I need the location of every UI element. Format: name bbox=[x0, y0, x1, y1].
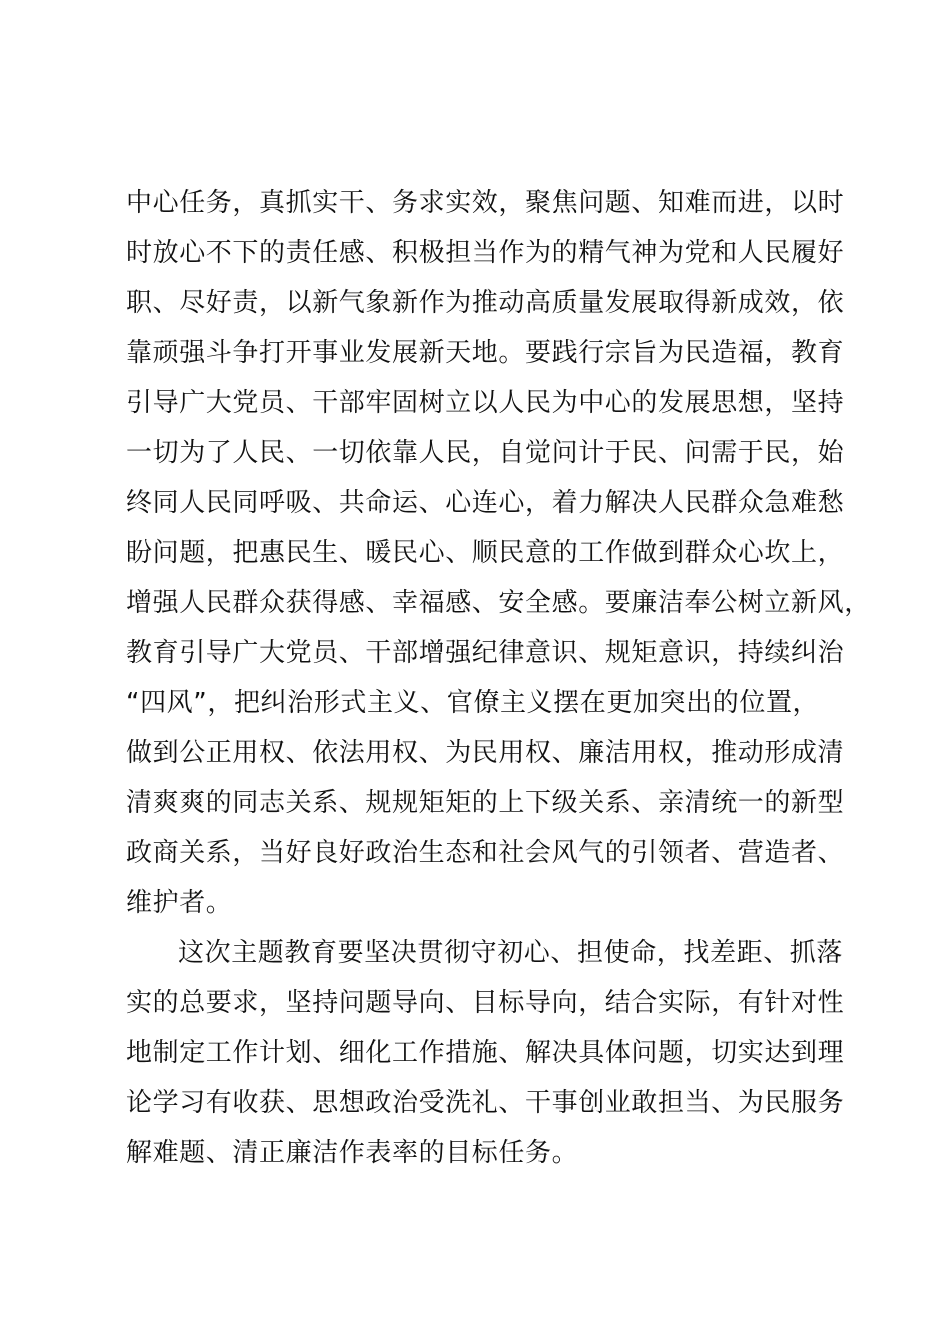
text-line: 维护者。 bbox=[126, 888, 233, 918]
text-line: “四风”，把纠治形式主义、官僚主义摆在更加突出的位置， bbox=[126, 688, 820, 718]
paragraph-2 bbox=[126, 928, 846, 1178]
text-line: 靠顽强斗争打开事业发展新天地。要践行宗旨为民造福，教育 bbox=[126, 338, 845, 368]
text-line: 教育引导广大党员、干部增强纪律意识、规矩意识，持续纠治 bbox=[126, 638, 845, 668]
text-line: 政商关系，当好良好政治生态和社会风气的引领者、营造者、 bbox=[126, 838, 845, 868]
text-line: 终同人民同呼吸、共命运、心连心，着力解决人民群众急难愁 bbox=[126, 488, 845, 518]
paragraph-1 bbox=[126, 178, 871, 928]
text-line: 中心任务，真抓实干、务求实效，聚焦问题、知难而进，以时 bbox=[126, 188, 845, 218]
text-line: 论学习有收获、思想政治受洗礼、干事创业敢担当、为民服务 bbox=[126, 1088, 845, 1118]
text-line: 做到公正用权、依法用权、为民用权、廉洁用权，推动形成清 bbox=[126, 738, 845, 768]
text-line: 盼问题，把惠民生、暖民心、顺民意的工作做到群众心坎上， bbox=[126, 538, 845, 568]
text-line: 这次主题教育要坚决贯彻守初心、担使命，找差距、抓落 bbox=[178, 938, 844, 968]
text-line: 一切为了人民、一切依靠人民，自觉问计于民、问需于民，始 bbox=[126, 438, 845, 468]
text-line: 清爽爽的同志关系、规规矩矩的上下级关系、亲清统一的新型 bbox=[126, 788, 845, 818]
text-line: 引导广大党员、干部牢固树立以人民为中心的发展思想，坚持 bbox=[126, 388, 845, 418]
text-line: 地制定工作计划、细化工作措施、解决具体问题，切实达到理 bbox=[126, 1038, 845, 1068]
document-body bbox=[126, 178, 871, 1178]
text-line: 解难题、清正廉洁作表率的目标任务。 bbox=[126, 1138, 579, 1168]
text-line: 实的总要求，坚持问题导向、目标导向，结合实际，有针对性 bbox=[126, 988, 845, 1018]
text-line: 增强人民群众获得感、幸福感、安全感。要廉洁奉公树立新风， bbox=[126, 588, 871, 618]
text-line: 职、尽好责，以新气象新作为推动高质量发展取得新成效，依 bbox=[126, 288, 845, 318]
text-line: 时放心不下的责任感、积极担当作为的精气神为党和人民履好 bbox=[126, 238, 845, 268]
